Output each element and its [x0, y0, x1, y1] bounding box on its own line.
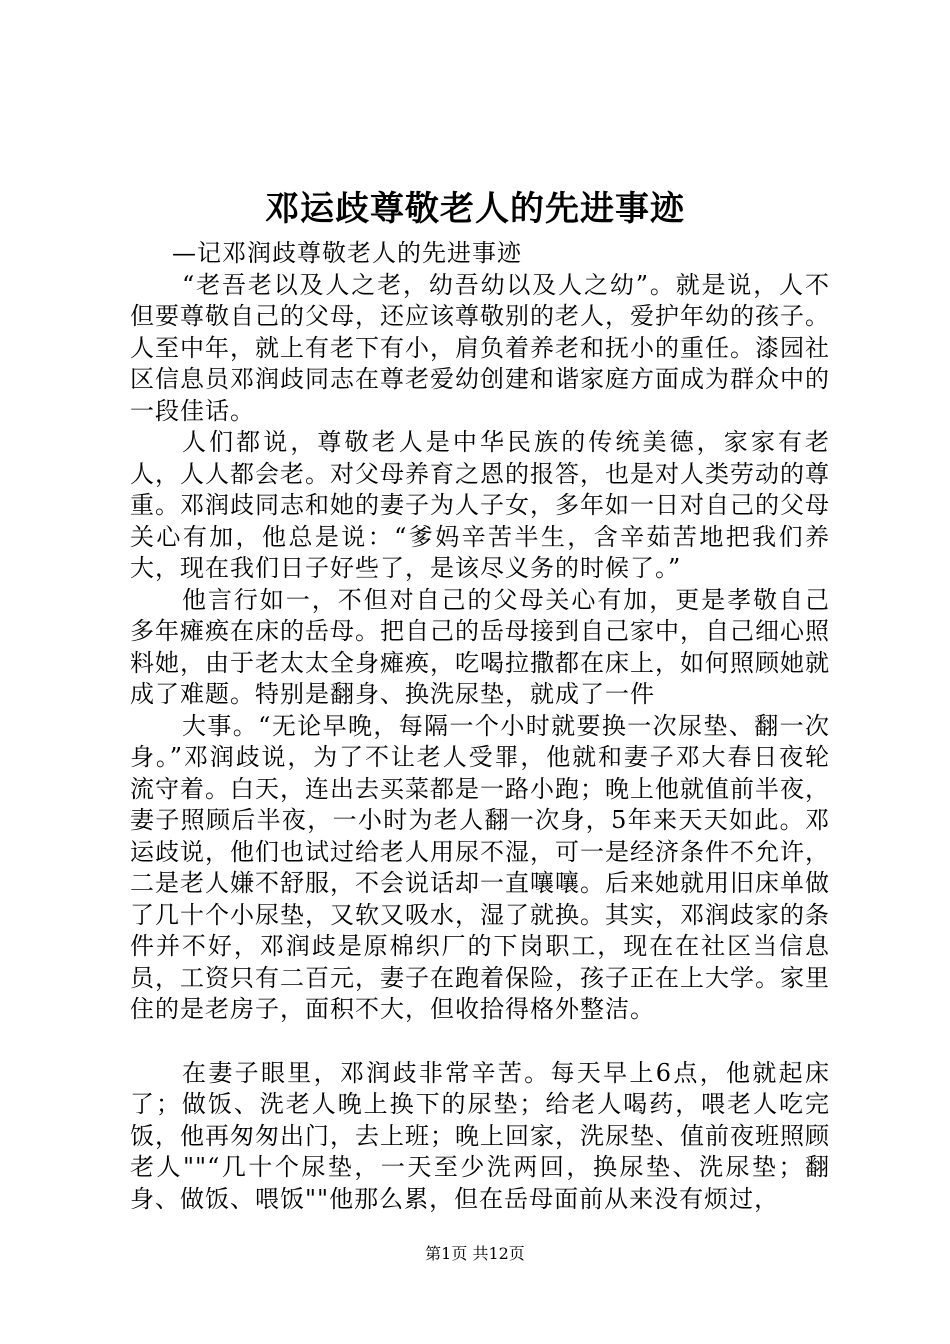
document-subtitle: —记邓润歧尊敬老人的先进事迹 [172, 239, 522, 267]
page-number: 第1页 共12页 [425, 1244, 525, 1263]
paragraph-5: 在妻子眼里，邓润歧非常辛苦。每天早上6点，他就起床了；做饭、洗老人晚上换下的尿垫；给老人喝药，喂老人吃完饭，他再匆匆出门，去上班；晚上回家，洗尿垫、值前夜班照顾老人""“几十个尿垫，一天至少洗两回，换尿垫、洗尿垫；翻身、做饭、喂饭""他那么累，但在岳母面前从来没有烦过， [130, 1058, 830, 1213]
paragraph-4: 大事。“无论早晚，每隔一个小时就要换一次尿垫、翻一次身。”邓润歧说，为了不让老人受罪，他就和妻子邓大春日夜轮流守着。白天，连出去买菜都是一路小跑；晚上他就值前半夜，妻子照顾后半夜，一小时为老人翻一次身，5年来天天如此。邓运歧说，他们也试过给老人用尿不湿，可一是经济条件不允许，二是老人嫌不舒服，不会说话却一直嚷嚷。后来她就用旧床单做了几十个小尿垫，又软又吸水，湿了就换。其实，邓润歧家的条件并不好，邓润歧是原棉织厂的下岗职工，现在在社区当信息员，工资只有二百元，妻子在跑着保险，孩子正在上大学。家里住的是老房子，面积不大，但收拾得格外整洁。 [130, 711, 830, 1023]
paragraph-1: “老吾老以及人之老，幼吾幼以及人之幼”。就是说，人不但要尊敬自己的父母，还应该尊敬别的老人，爱护年幼的孩子。人至中年，就上有老下有小，肩负着养老和抚小的重任。漆园社区信息员邓润歧同志在尊老爱幼创建和谐家庭方面成为群众中的一段佳话。 [130, 270, 830, 425]
paragraph-2: 人们都说，尊敬老人是中华民族的传统美德，家家有老人，人人都会老。对父母养育之恩的报答，也是对人类劳动的尊重。邓润歧同志和她的妻子为人子女，多年如一日对自己的父母关心有加，他总是说：“爹妈辛苦半生，含辛茹苦地把我们养大，现在我们日子好些了，是该尽义务的时候了。” [130, 428, 830, 582]
paragraph-3: 他言行如一，不但对自己的父母关心有加，更是孝敬自己多年瘫痪在床的岳母。把自己的岳母接到自己家中，自己细心照料她，由于老太太全身瘫痪，吃喝拉撒都在床上，如何照顾她就成了难题。特别是翻身、换洗尿垫，就成了一件 [130, 585, 830, 708]
paragraph-spacer [130, 1026, 830, 1058]
document-body [130, 238, 830, 1215]
document-title: 邓运歧尊敬老人的先进事迹 [265, 189, 685, 229]
